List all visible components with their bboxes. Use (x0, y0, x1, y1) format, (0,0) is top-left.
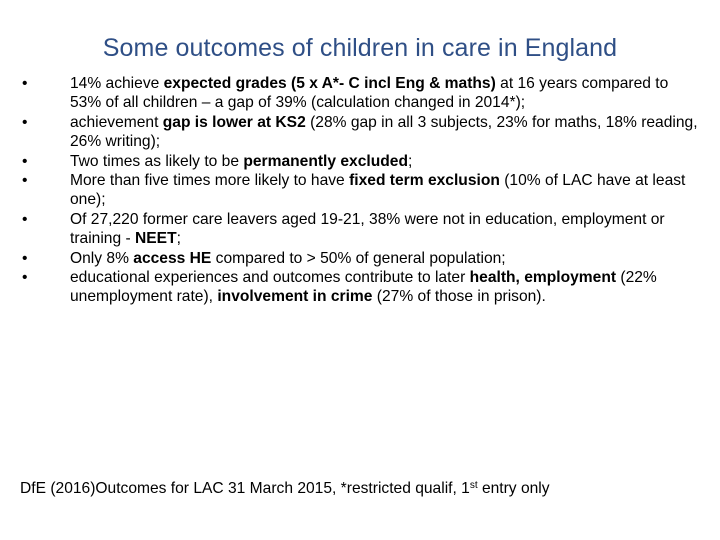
bullet-emphasis: fixed term exclusion (349, 172, 500, 190)
bullet-text: Only 8% (70, 249, 134, 267)
bullet-text: compared to > 50% of general population; (211, 249, 506, 267)
bullet-text: ; (407, 152, 413, 170)
bullet-text: (27% of those in prison). (372, 288, 546, 306)
bullet-item (22, 268, 702, 307)
bullet-item (22, 113, 702, 152)
bullet-emphasis: gap is lower at KS2 (162, 113, 306, 131)
bullet-item (22, 74, 702, 113)
bullet-emphasis: access HE (133, 249, 212, 267)
bullet-emphasis: involvement in crime (217, 288, 373, 306)
bullet-marker: • (22, 249, 28, 267)
bullet-item (22, 210, 702, 249)
bullet-text: ; (176, 230, 181, 248)
bullet-text: 14% achieve (70, 75, 164, 92)
bullet-marker: • (22, 172, 28, 190)
bullet-text: educational experiences and outcomes contribute to later (70, 269, 470, 287)
bullet-text: Of 27,220 former care leavers aged 19-21, 38% were not in education, employment or training - (70, 210, 665, 248)
bullet-marker: • (22, 269, 28, 287)
source-citation (20, 480, 550, 498)
bullet-text: (22% unemployment rate), (70, 269, 657, 306)
bullet-marker: • (22, 75, 28, 92)
bullet-emphasis: permanently excluded (243, 152, 408, 170)
bullet-text: (28% gap in all 3 subjects, 23% for maths, 18% reading, 26% writing); (70, 113, 698, 151)
bullet-text: (10% of LAC have at least one); (70, 172, 686, 209)
bullet-emphasis: NEET (135, 230, 177, 248)
source-tail: entry only (477, 480, 550, 497)
bullet-text: achievement (70, 113, 163, 131)
bullet-item (22, 152, 702, 171)
bullet-marker: • (22, 152, 28, 170)
bullet-marker: • (22, 113, 28, 131)
bullet-text: Two times as likely to be (70, 152, 244, 170)
bullet-list (22, 74, 702, 307)
bullet-emphasis: health, employment (469, 269, 617, 287)
source-text: DfE (2016)Outcomes for LAC 31 March 2015, *restricted qualif, 1 (20, 480, 470, 497)
bullet-item (22, 249, 702, 268)
bullet-emphasis: expected grades (5 x A*- C incl Eng & maths) (163, 75, 496, 92)
source-superscript: st (469, 480, 478, 491)
bullet-text: More than five times more likely to have (70, 172, 350, 190)
bullet-item (22, 171, 702, 210)
bullet-text: at 16 years compared to 53% of all children – a gap of 39% (calculation changed in 2014*); (70, 75, 669, 112)
slide-title: Some outcomes of children in care in England (102, 34, 618, 62)
bullet-marker: • (22, 210, 28, 228)
